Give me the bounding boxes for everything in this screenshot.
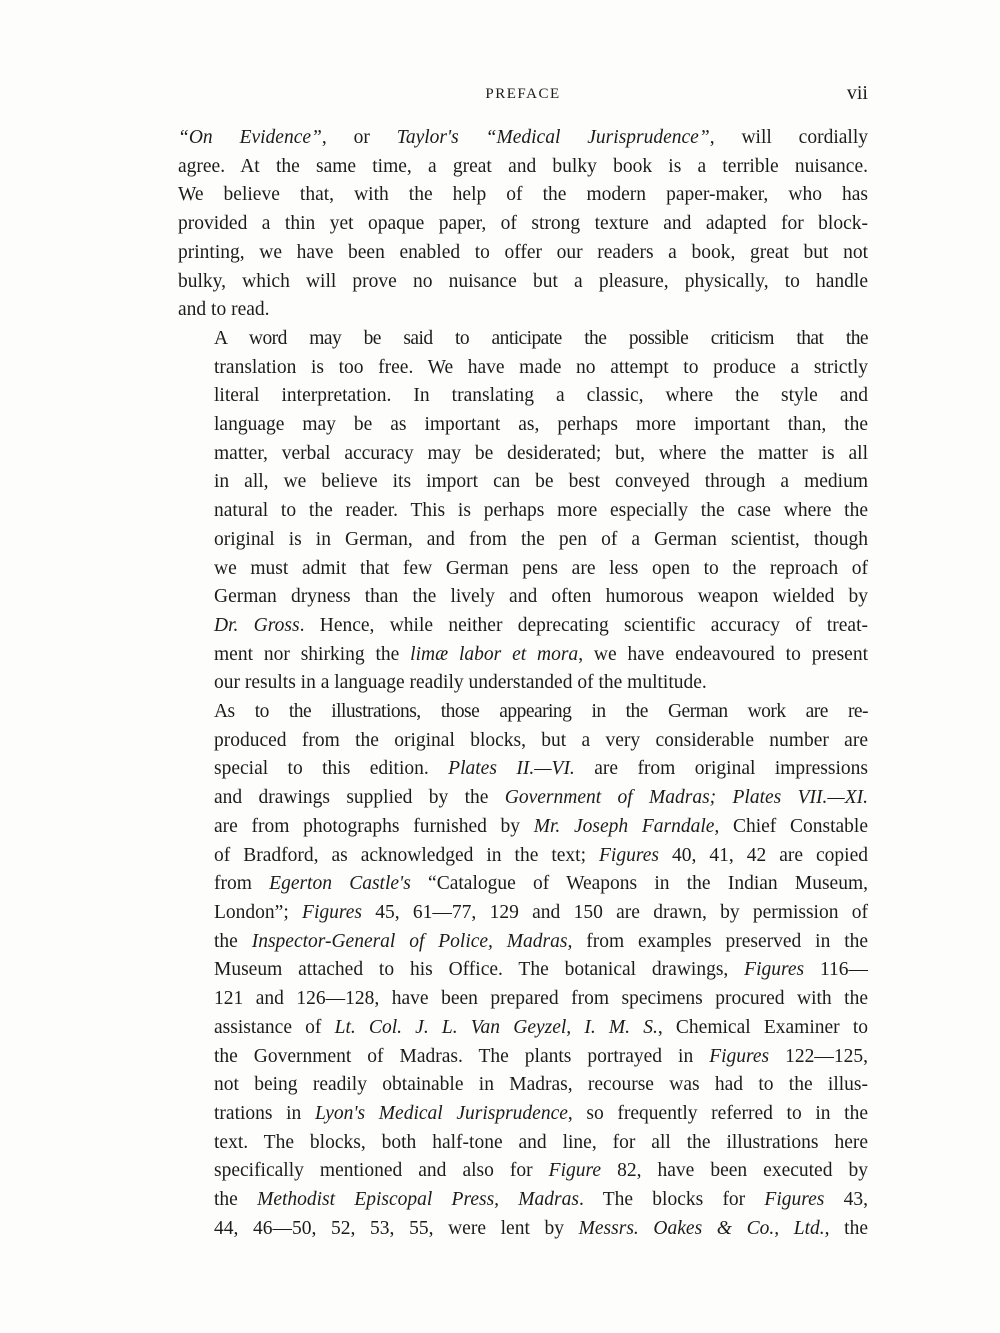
text-run: 121 and 126—128, have been prepared from specimens procured with the [214, 988, 868, 1010]
text-run: agree. At the same time, a great and bulky book is a terrible nuisance. [178, 155, 868, 177]
text-run: matter, verbal accuracy may be desiderated; but, where the matter is all [214, 442, 868, 464]
text-run: , will cordially [709, 127, 868, 148]
text-run: , the [824, 1217, 868, 1239]
page-number: vii [846, 82, 868, 104]
text-run: the [214, 930, 252, 952]
text-run: are from photographs furnished by [214, 815, 534, 837]
text-line [178, 928, 868, 957]
text-run: printing, we have been enabled to offer our readers a book, great but not [178, 241, 868, 263]
italic-text: Figure [548, 1160, 602, 1182]
paragraph [178, 698, 868, 1243]
text-line [178, 1071, 868, 1100]
text-run: from examples preserved in the [572, 930, 869, 952]
text-run: produced from the original blocks, but a very considerable number are [214, 729, 868, 751]
text-line [178, 210, 868, 239]
italic-text: Government of Madras; Plates VII.—XI. [504, 787, 868, 809]
text-run: 122—125, [769, 1045, 868, 1067]
italic-text: Egerton Castle's [269, 873, 411, 895]
italic-text: Lt. Col. J. L. Van Geyzel, I. M. S. [334, 1016, 658, 1038]
text-run: and drawings supplied by the [214, 787, 505, 809]
text-run: Museum attached to his Office. The botanical drawings, [214, 959, 745, 981]
italic-text: “On Evidence” [178, 127, 322, 148]
paragraph [178, 124, 868, 325]
text-run: provided a thin yet opaque paper, of strong texture and adapted for block- [178, 213, 868, 235]
text-line [178, 181, 868, 210]
text-run: literal interpretation. In translating a classic, where the style and [214, 385, 868, 407]
text-run: , Chemical Examiner to [657, 1016, 868, 1038]
italic-text: limæ labor et mora [410, 643, 579, 665]
page-header [178, 82, 868, 112]
italic-text: Plates II.—VI. [448, 758, 575, 780]
italic-text: Figures [302, 901, 362, 923]
text-line [178, 1043, 868, 1072]
text-line [178, 555, 868, 584]
text-run: assistance of [214, 1016, 335, 1038]
text-line [178, 727, 868, 756]
text-line [178, 669, 868, 698]
text-run: not being readily obtainable in Madras, recourse was had to the illus- [214, 1074, 868, 1096]
italic-text: Figures [709, 1045, 770, 1067]
text-run: , we have endeavoured to present [578, 643, 868, 665]
italic-text: Dr. Gross [214, 614, 300, 636]
italic-text: Messrs. Oakes & Co., Ltd. [578, 1217, 825, 1239]
paragraph [178, 325, 868, 698]
italic-text: Figures [764, 1189, 825, 1211]
text-line [178, 1129, 868, 1158]
text-run: specifically mentioned and also for [214, 1160, 549, 1182]
text-line [178, 956, 868, 985]
text-run: we must admit that few German pens are less open to the reproach of [214, 557, 868, 579]
italic-text: Lyon's Medical Jurisprudence [314, 1102, 568, 1124]
text-run: special to this edition. [214, 758, 449, 780]
text-run: and to read. [178, 299, 270, 321]
text-line [178, 870, 868, 899]
page-body [178, 124, 868, 1243]
text-line [178, 583, 868, 612]
text-run: London”; [214, 901, 303, 923]
text-line [178, 497, 868, 526]
text-run: text. The blocks, both half-tone and line, for all the illustrations here [214, 1131, 868, 1153]
text-line [178, 1014, 868, 1043]
text-run: in all, we believe its import can be best conveyed through a medium [214, 471, 868, 493]
text-run: 45, 61—77, 129 and 150 are drawn, by permission of [361, 901, 869, 923]
text-line [178, 382, 868, 411]
text-run: trations in [214, 1102, 315, 1124]
text-run: 116— [804, 959, 868, 981]
text-line [178, 411, 868, 440]
text-run: are from original impressions [574, 758, 868, 780]
text-line [178, 1157, 868, 1186]
text-line [178, 526, 868, 555]
text-line [178, 612, 868, 641]
text-run: , so frequently referred to in the [567, 1102, 868, 1124]
text-run: ment nor shirking the [214, 643, 411, 665]
text-run: Chief Constable [719, 815, 868, 837]
italic-text: Inspector-General of Police, Madras, [251, 930, 573, 952]
text-line [178, 755, 868, 784]
text-line [178, 1215, 868, 1244]
text-run: 82, have been executed by [601, 1160, 868, 1182]
text-run: German dryness than the lively and often humorous weapon wielded by [214, 586, 868, 608]
text-line [178, 698, 868, 727]
text-run: As to the illustrations, those appearing in the German work are re- [214, 701, 868, 723]
text-line [178, 784, 868, 813]
text-run: our results in a language readily understanded of the multitude. [214, 672, 707, 694]
text-run: 43, [824, 1189, 868, 1211]
text-run: original is in German, and from the pen of a German scientist, though [214, 528, 868, 550]
text-line [178, 124, 868, 153]
text-line [178, 268, 868, 297]
text-line [178, 842, 868, 871]
text-run: natural to the reader. This is perhaps more especially the case where the [214, 500, 868, 522]
text-run: A word may be said to anticipate the possible criticism that the [214, 327, 868, 349]
text-line [178, 1100, 868, 1129]
text-line [178, 641, 868, 670]
text-run: , or [321, 127, 397, 148]
text-run: “Catalogue of Weapons in the Indian Museum, [410, 873, 869, 895]
italic-text: Mr. Joseph Farndale, [533, 815, 720, 837]
text-run: language may be as important as, perhaps more important than, the [214, 414, 868, 436]
text-run: 40, 41, 42 are copied [658, 844, 868, 866]
text-line [178, 1186, 868, 1215]
text-run: from [214, 873, 270, 895]
text-run: 44, 46—50, 52, 53, 55, were lent by [214, 1217, 579, 1239]
italic-text: Figures [744, 959, 805, 981]
text-run: . Hence, while neither deprecating scientific accuracy of treat- [299, 614, 868, 636]
text-run: bulky, which will prove no nuisance but a pleasure, physically, to handle [178, 270, 868, 292]
text-line [178, 985, 868, 1014]
text-line [178, 813, 868, 842]
text-run: . The blocks for [578, 1189, 765, 1211]
text-run: the [214, 1189, 258, 1211]
text-run: We believe that, with the help of the modern paper-maker, who has [178, 184, 868, 206]
italic-text: Methodist Episcopal Press, Madras [257, 1189, 579, 1211]
text-line [178, 468, 868, 497]
italic-text: Figures [599, 844, 659, 866]
text-line [178, 296, 868, 325]
text-line [178, 899, 868, 928]
text-run: translation is too free. We have made no attempt to produce a strictly [214, 356, 868, 378]
running-title: PREFACE [485, 86, 561, 102]
text-line [178, 153, 868, 182]
italic-text: Taylor's “Medical Jurisprudence” [396, 127, 710, 148]
text-run: the Government of Madras. The plants portrayed in [214, 1045, 710, 1067]
text-line [178, 239, 868, 268]
text-line [178, 440, 868, 469]
text-run: of Bradford, as acknowledged in the text; [214, 844, 600, 866]
text-line [178, 354, 868, 383]
text-line [178, 325, 868, 354]
